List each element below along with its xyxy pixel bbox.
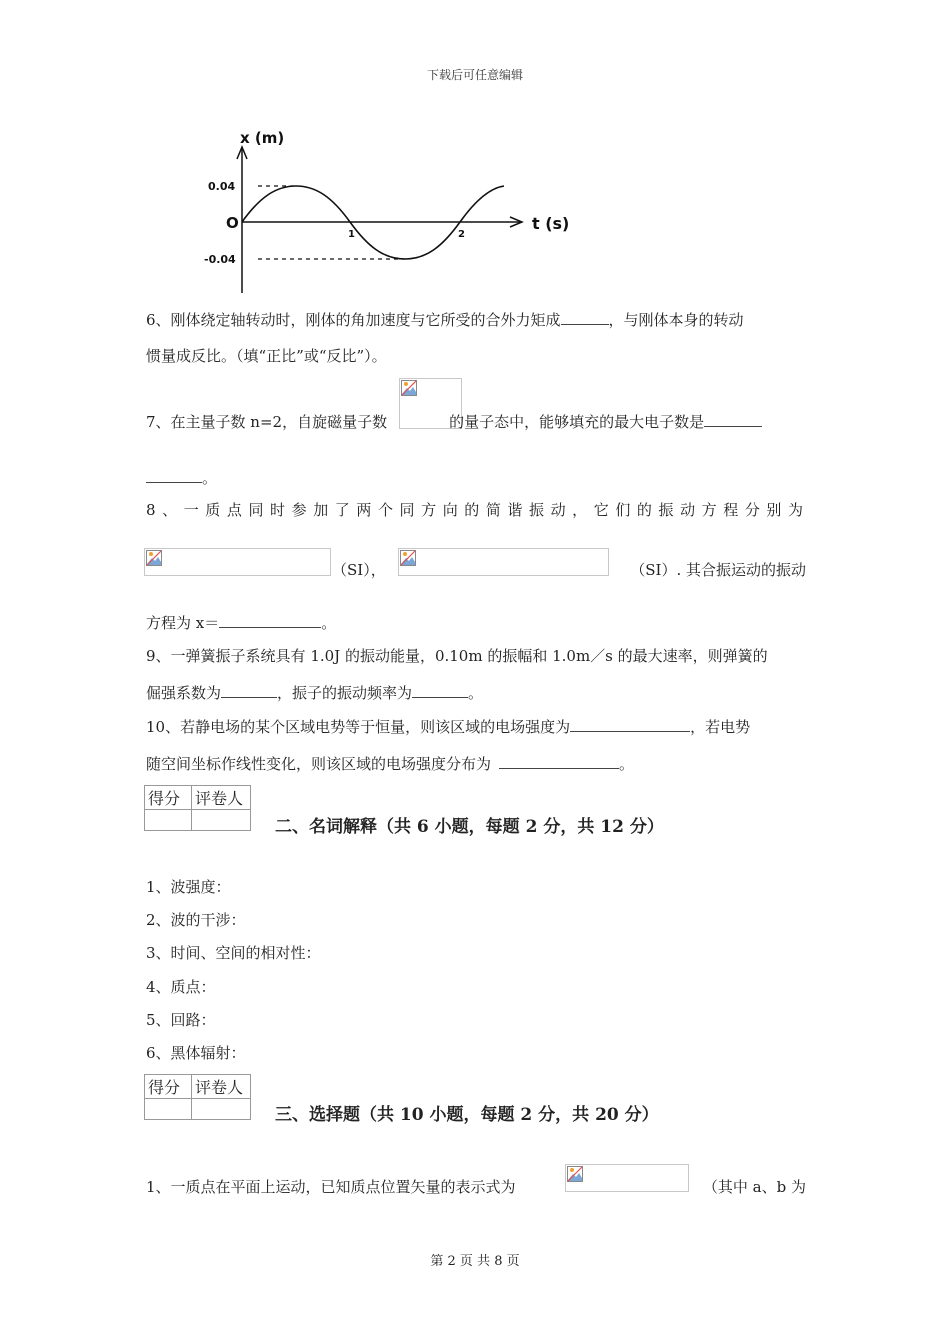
page-header: 下载后可任意编辑 [426,68,523,82]
q8-si-1: （SI）， [332,561,386,579]
oscillation-graph [200,125,590,295]
answer-blank[interactable] [499,754,619,769]
q6-line1: 6、刚体绕定轴转动时，刚体的角加速度与它所受的合外力矩成 ，与刚体本身的转动 [146,311,744,329]
x-tick-2: 2 [458,229,465,240]
term-item: 4、质点： [146,978,216,996]
q8-si-2: （SI）. 其合振运动的振动 [630,561,806,579]
section2-title: 二、名词解释（共 6 小题，每题 2 分，共 12 分） [275,817,664,837]
q10-line1: 10、若静电场的某个区域电势等于恒量，则该区域的电场强度为 ，若电势 [146,718,751,736]
s3-q1-text-b: （其中 a、b 为 [702,1178,806,1196]
score-table [144,1074,251,1120]
broken-image-icon [401,380,417,396]
broken-image-icon [400,550,416,566]
q7-line1: 7、在主量子数 n=2，自旋磁量子数 的量子态中，能够填充的最大电子数是 [146,412,806,432]
term-item: 2、波的干涉： [146,911,246,929]
answer-blank[interactable] [570,717,690,732]
q9-line2: 倔强系数为 ，振子的振动频率为 。 [146,684,484,702]
broken-image-icon [567,1166,583,1182]
x-axis-label: t (s) [532,214,570,233]
origin-label: O [226,214,239,232]
answer-blank[interactable] [412,683,468,698]
answer-blank[interactable] [221,683,277,698]
q7-line2: 。 [146,468,806,488]
term-item: 5、回路： [146,1011,216,1029]
y-tick-bottom: -0.04 [204,253,236,266]
y-tick-top: 0.04 [208,180,236,193]
equation2-image-placeholder [398,548,609,576]
q8-line3: 方程为 x＝ 。 [146,614,337,632]
q8-line1: 8、一质点同时参加了两个同方向的简谐振动，它们的振动方程分别为 [146,501,806,519]
score-table [144,785,251,831]
q10-line2: 随空间坐标作线性变化，则该区域的电场强度分布为 。 [146,755,635,773]
y-axis-label: x (m) [240,129,285,147]
grader-cell[interactable] [192,1099,251,1120]
answer-blank[interactable] [146,468,202,483]
x-tick-1: 1 [348,229,355,240]
q9-line1: 9、一弹簧振子系统具有 1.0J 的振动能量，0.10m 的振幅和 1.0m／s 的最大速率，则弹簧的 [146,647,768,665]
page-footer: 第 2 页 共 8 页 [430,1254,520,1269]
score-header: 得分 [145,1075,192,1099]
broken-image-icon [146,550,162,566]
answer-blank[interactable] [561,310,609,325]
term-item: 6、黑体辐射： [146,1044,246,1062]
term-item: 1、波强度： [146,878,231,896]
answer-blank[interactable] [704,412,762,427]
section3-title: 三、选择题（共 10 小题，每题 2 分，共 20 分） [275,1105,659,1125]
term-item: 3、时间、空间的相对性： [146,944,321,962]
grader-header: 评卷人 [192,1075,251,1099]
score-cell[interactable] [145,810,192,831]
grader-header: 评卷人 [192,786,251,810]
position-vector-image-placeholder [565,1164,689,1192]
equation1-image-placeholder [144,548,331,576]
score-cell[interactable] [145,1099,192,1120]
grader-cell[interactable] [192,810,251,831]
s3-q1-text-a: 1、一质点在平面上运动，已知质点位置矢量的表示式为 [146,1178,516,1196]
q6-line2: 惯量成反比。（填“正比”或“反比”）。 [146,347,387,365]
answer-blank[interactable] [219,613,321,628]
score-header: 得分 [145,786,192,810]
